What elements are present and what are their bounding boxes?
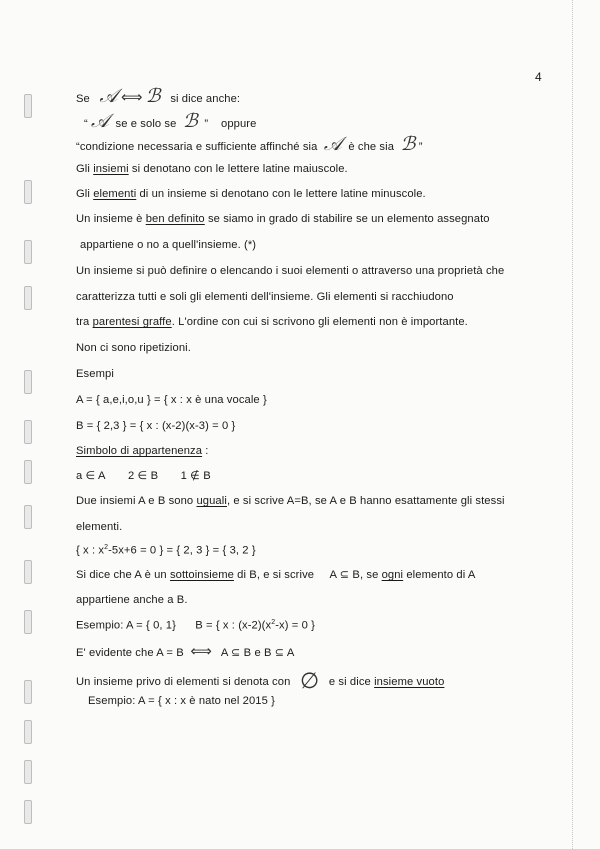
page-number: 4 [535, 70, 542, 84]
line-membership-examples: a ∈ A 2 ∈ B 1 ∉ B [76, 470, 211, 482]
line-set-A: A = { a,e,i,o,u } = { x : x è una vocale } [76, 394, 267, 406]
line-uguali: Due insiemi A e B sono uguali, e si scrive A=B, se A e B hanno esattamente gli stessi [76, 495, 505, 507]
page-edge [572, 0, 575, 849]
line-definire: Un insieme si può definire o elencando i suoi elementi o attraverso una proprietà che [76, 265, 505, 277]
line-appartiene: appartiene o no a quell'insieme. (*) [80, 239, 257, 251]
handwritten-B: ℬ [145, 85, 161, 107]
iff-arrow-icon: ⟺ [120, 88, 143, 106]
line-ripetizioni: Non ci sono ripetizioni. [76, 342, 191, 354]
line-equivalence: Se 𝒜 ⟺ ℬ si dice anche: [76, 85, 241, 107]
line-simbolo-appartenenza: Simbolo di appartenenza : [76, 445, 209, 457]
line-esempi: Esempi [76, 368, 114, 380]
line-parentesi: tra parentesi graffe. L'ordine con cui si scrivono gli elementi non è importante. [76, 316, 468, 328]
line-set-B: B = { 2,3 } = { x : (x-2)(x-3) = 0 } [76, 420, 236, 432]
line-se-e-solo-se: “ 𝒜 se e solo se ℬ ” oppure [84, 110, 257, 132]
line-esempio-vuoto: Esempio: A = { x : x è nato nel 2015 } [88, 695, 275, 707]
line-esempio-subset: Esempio: A = { 0, 1} B = { x : $(x-2)(x^2-x) = 0$ } [76, 619, 315, 632]
line-insieme-vuoto: Un insieme privo di elementi si denota con ∅ e si dice insieme vuoto [76, 669, 445, 694]
line-elementi-2: elementi. [76, 521, 123, 533]
line-insiemi: Gli insiemi si denotano con le lettere latine maiuscole. [76, 163, 348, 175]
line-caratterizza: caratterizza tutti e soli gli elementi dell'insieme. Gli elementi si racchiudono [76, 291, 454, 303]
line-elementi: Gli elementi di un insieme si denotano con le lettere latine minuscole. [76, 188, 426, 200]
line-quadratic-set: { x : $x^2-5x+6 = 0$ } = { 2, 3 } = { 3, 2 } [76, 544, 256, 557]
empty-set-icon: ∅ [300, 669, 320, 694]
handwritten-A: 𝒜 [99, 85, 118, 107]
line-evidente: E' evidente che A = B ⟺ A ⊆ B e B ⊆ A [76, 642, 295, 660]
line-ben-definito: Un insieme è ben definito se siamo in grado di stabilire se un elemento assegnato [76, 213, 490, 225]
line-condizione: “condizione necessaria e sufficiente affinché sia 𝒜 è che sia ℬ ” [76, 133, 423, 155]
line-appartiene-B: appartiene anche a B. [76, 594, 188, 606]
binder-holes [0, 0, 36, 849]
line-sottoinsieme: Si dice che A è un sottoinsieme di B, e si scrive A ⊆ B, se ogni elemento di A [76, 569, 476, 581]
iff-arrow-icon: ⟺ [190, 642, 212, 660]
